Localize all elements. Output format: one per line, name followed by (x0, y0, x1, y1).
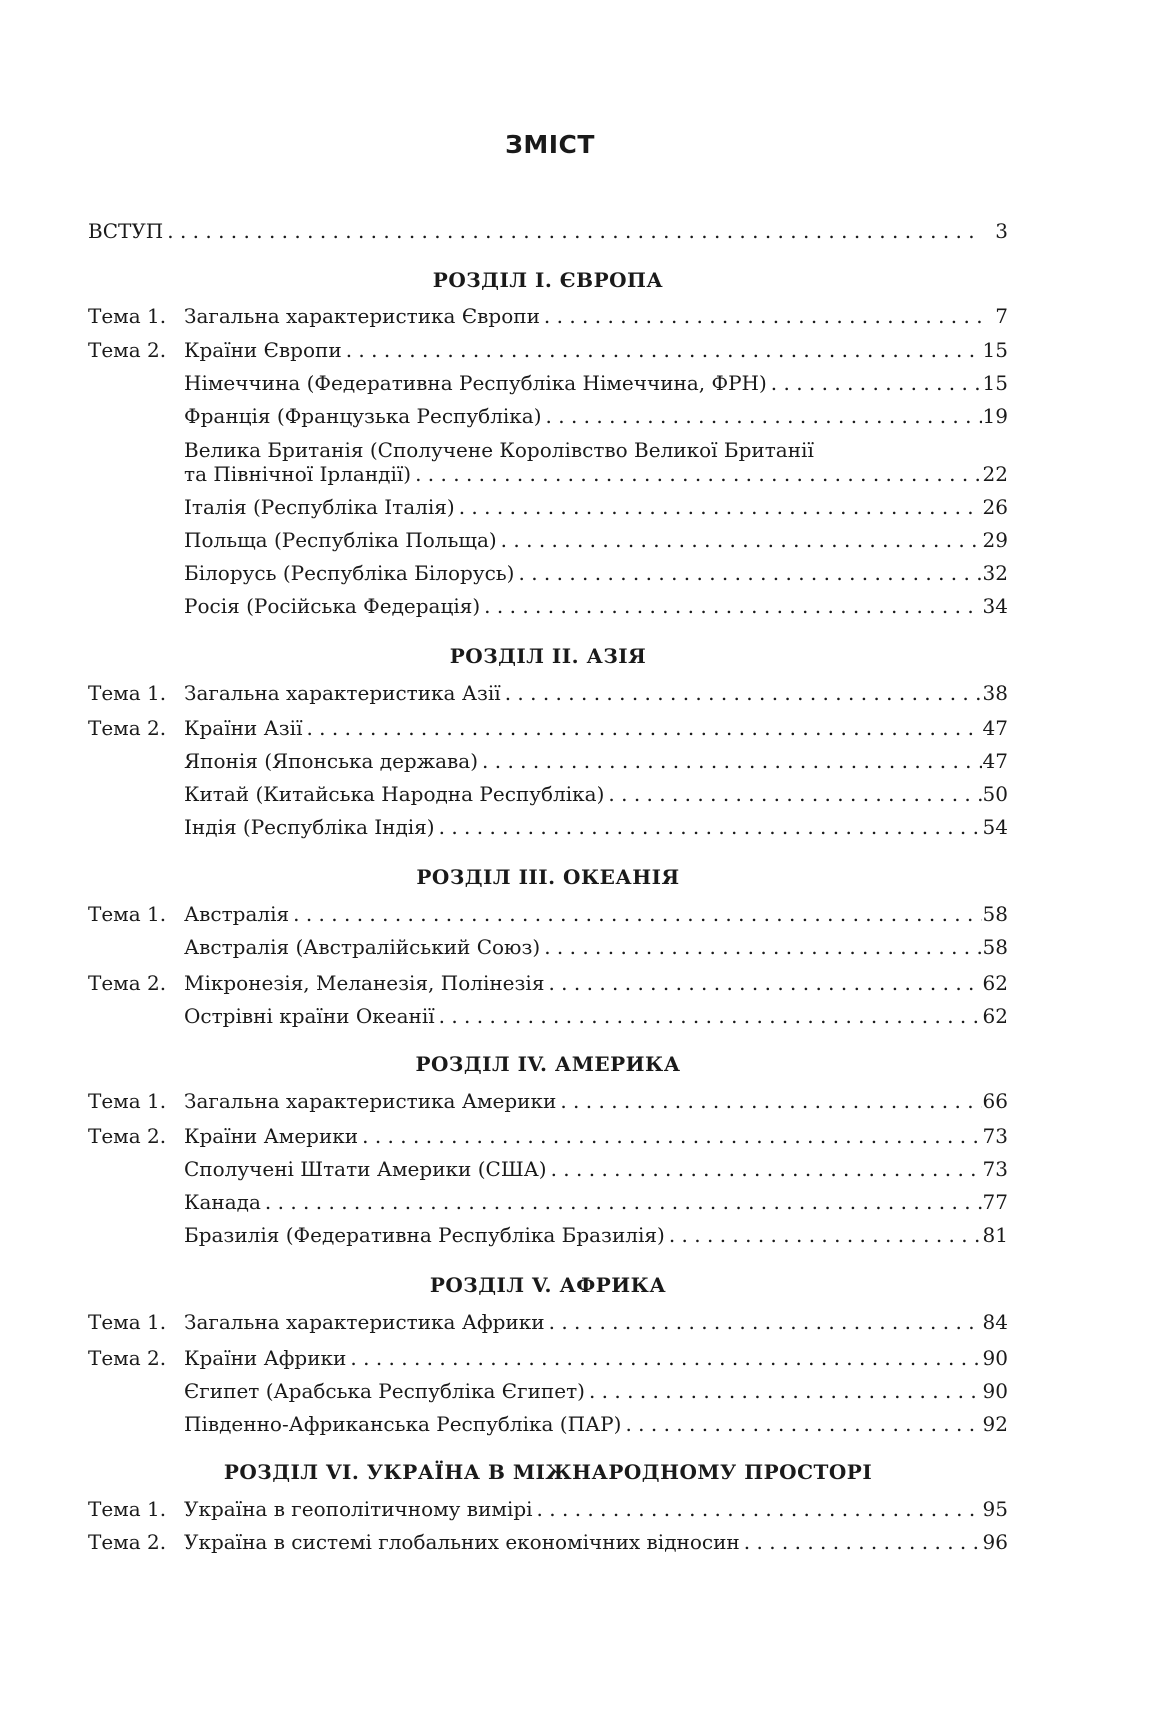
toc-subentry[interactable] (184, 495, 1008, 519)
leader-dots (480, 594, 982, 618)
toc-entry[interactable] (88, 681, 1008, 705)
entry-label: Японія (Японська держава) (184, 749, 479, 773)
toc-subentry[interactable] (184, 528, 1008, 552)
section-heading: РОЗДІЛ ІІ. АЗІЯ (449, 644, 647, 668)
leader-dots (289, 902, 982, 926)
entry-label: Індія (Республіка Індія) (184, 815, 435, 839)
entry-label: Німеччина (Федеративна Республіка Німеччина, ФРН) (184, 371, 767, 395)
entry-label: Польща (Республіка Польща) (184, 528, 497, 552)
topic-prefix: Тема 2. (88, 338, 167, 362)
leader-dots (501, 681, 982, 705)
topic-prefix: Тема 2. (88, 716, 167, 740)
toc-entry[interactable] (88, 716, 1008, 740)
leader-dots (556, 1089, 982, 1113)
entry-label: Україна в геополітичному вимірі (184, 1497, 533, 1521)
entry-label: Єгипет (Арабська Республіка Єгипет) (184, 1379, 585, 1403)
toc-subentry[interactable] (184, 1190, 1008, 1214)
section-heading: РОЗДІЛ І. ЄВРОПА (432, 268, 664, 292)
toc-entry[interactable] (88, 1530, 1008, 1554)
page-number: 26 (982, 495, 1008, 519)
entry-label: Країни Африки (184, 1346, 347, 1370)
leader-dots (358, 1124, 982, 1148)
leader-dots (544, 971, 982, 995)
page-number: 54 (982, 815, 1008, 839)
toc-subentry[interactable] (184, 1157, 1008, 1181)
entry-label-line1[interactable]: Велика Британія (Сполучене Королівство Великої Британії (184, 438, 814, 462)
page-number: 92 (982, 1412, 1008, 1436)
toc-subentry[interactable] (184, 1412, 1008, 1436)
page-number: 90 (982, 1346, 1008, 1370)
topic-prefix: Тема 1. (88, 304, 167, 328)
toc-subentry[interactable] (184, 371, 1008, 395)
page-number: 58 (982, 902, 1008, 926)
entry-label: Канада (184, 1190, 261, 1214)
entry-label: Країни Європи (184, 338, 342, 362)
leader-dots (261, 1190, 982, 1214)
toc-entry[interactable] (88, 1497, 1008, 1521)
entry-label: Австралія (Австралійський Союз) (184, 935, 541, 959)
leader-dots (411, 462, 982, 486)
page-number: 62 (982, 1004, 1008, 1028)
leader-dots (455, 495, 982, 519)
entry-label: Загальна характеристика Африки (184, 1310, 545, 1334)
leader-dots (740, 1530, 982, 1554)
page-number: 38 (982, 681, 1008, 705)
entry-label: Острівні країни Океанії (184, 1004, 435, 1028)
leader-dots (342, 338, 982, 362)
toc-entry-intro[interactable] (88, 219, 1008, 243)
leader-dots (163, 219, 982, 243)
toc-subentry[interactable] (184, 404, 1008, 428)
leader-dots (545, 1310, 982, 1334)
entry-label: Росія (Російська Федерація) (184, 594, 481, 618)
leader-dots (540, 935, 982, 959)
toc-entry[interactable] (88, 1310, 1008, 1334)
leader-dots (665, 1223, 982, 1247)
leader-dots (604, 782, 982, 806)
leader-dots (542, 404, 982, 428)
entry-label: Загальна характеристика Америки (184, 1089, 557, 1113)
page-number: 7 (995, 304, 1008, 328)
leader-dots (767, 371, 982, 395)
toc-entry[interactable] (88, 971, 1008, 995)
toc-subentry[interactable] (184, 462, 1008, 486)
topic-prefix: Тема 2. (88, 971, 167, 995)
topic-prefix: Тема 1. (88, 902, 167, 926)
leader-dots (478, 749, 982, 773)
leader-dots (547, 1157, 982, 1181)
toc-entry[interactable] (88, 902, 1008, 926)
page-number: 19 (982, 404, 1008, 428)
page-number: 81 (982, 1223, 1008, 1247)
entry-label: ВСТУП (88, 219, 164, 243)
page-number: 3 (995, 219, 1008, 243)
leader-dots (585, 1379, 982, 1403)
entry-label: Мікронезія, Меланезія, Полінезія (184, 971, 545, 995)
page-number: 58 (982, 935, 1008, 959)
toc-subentry[interactable] (184, 1379, 1008, 1403)
page-number: 15 (982, 338, 1008, 362)
page-number: 15 (982, 371, 1008, 395)
page-number: 73 (982, 1157, 1008, 1181)
topic-prefix: Тема 1. (88, 1497, 167, 1521)
toc-subentry[interactable] (184, 782, 1008, 806)
entry-label: Сполучені Штати Америки (США) (184, 1157, 547, 1181)
leader-dots (621, 1412, 982, 1436)
leader-dots (540, 304, 982, 328)
entry-label: Країни Азії (184, 716, 303, 740)
page-number: 90 (982, 1379, 1008, 1403)
entry-label: Австралія (184, 902, 290, 926)
toc-subentry[interactable] (184, 935, 1008, 959)
page-title: ЗМІСТ (505, 130, 595, 159)
toc-subentry[interactable] (184, 1004, 1008, 1028)
entry-label: Італія (Республіка Італія) (184, 495, 455, 519)
toc-entry[interactable] (88, 1124, 1008, 1148)
page-number: 77 (982, 1190, 1008, 1214)
topic-prefix: Тема 1. (88, 1089, 167, 1113)
page-number: 29 (982, 528, 1008, 552)
toc-entry[interactable] (88, 338, 1008, 362)
topic-prefix: Тема 2. (88, 1530, 167, 1554)
leader-dots (435, 1004, 982, 1028)
entry-label: Франція (Французька Республіка) (184, 404, 542, 428)
toc-entry[interactable] (88, 1346, 1008, 1370)
toc-subentry[interactable] (184, 561, 1008, 585)
entry-label: Бразилія (Федеративна Республіка Бразилія) (184, 1223, 665, 1247)
entry-label: Білорусь (Республіка Білорусь) (184, 561, 515, 585)
page-number: 96 (982, 1530, 1008, 1554)
leader-dots (497, 528, 982, 552)
section-heading: РОЗДІЛ VI. УКРАЇНА В МІЖНАРОДНОМУ ПРОСТОРІ (223, 1460, 873, 1484)
page-number: 73 (982, 1124, 1008, 1148)
leader-dots (533, 1497, 982, 1521)
entry-label: Україна в системі глобальних економічних відносин (184, 1530, 740, 1554)
page-number: 34 (982, 594, 1008, 618)
page-number: 62 (982, 971, 1008, 995)
topic-prefix: Тема 2. (88, 1346, 167, 1370)
section-heading: РОЗДІЛ V. АФРИКА (429, 1273, 667, 1297)
topic-prefix: Тема 1. (88, 1310, 167, 1334)
toc-subentry[interactable] (184, 1223, 1008, 1247)
section-heading: РОЗДІЛ ІІІ. ОКЕАНІЯ (416, 865, 680, 889)
entry-label: та Північної Ірландії) (184, 462, 412, 486)
leader-dots (435, 815, 982, 839)
toc-subentry[interactable] (184, 815, 1008, 839)
toc-entry[interactable] (88, 1089, 1008, 1113)
page-number: 22 (982, 462, 1008, 486)
page-number: 47 (982, 749, 1008, 773)
leader-dots (514, 561, 982, 585)
entry-label: Китай (Китайська Народна Республіка) (184, 782, 605, 806)
entry-label: Країни Америки (184, 1124, 359, 1148)
page-number: 66 (982, 1089, 1008, 1113)
toc-subentry[interactable] (184, 749, 1008, 773)
page-number: 32 (982, 561, 1008, 585)
entry-label: Південно-Африканська Республіка (ПАР) (184, 1412, 622, 1436)
section-heading: РОЗДІЛ IV. АМЕРИКА (415, 1052, 681, 1076)
page-number: 84 (982, 1310, 1008, 1334)
entry-label: Загальна характеристика Європи (184, 304, 540, 328)
topic-prefix: Тема 2. (88, 1124, 167, 1148)
entry-label: Загальна характеристика Азії (184, 681, 501, 705)
page-number: 50 (982, 782, 1008, 806)
toc-subentry[interactable] (184, 594, 1008, 618)
page-number: 47 (982, 716, 1008, 740)
topic-prefix: Тема 1. (88, 681, 167, 705)
toc-entry[interactable] (88, 304, 1008, 328)
leader-dots (346, 1346, 982, 1370)
leader-dots (302, 716, 982, 740)
page-number: 95 (982, 1497, 1008, 1521)
